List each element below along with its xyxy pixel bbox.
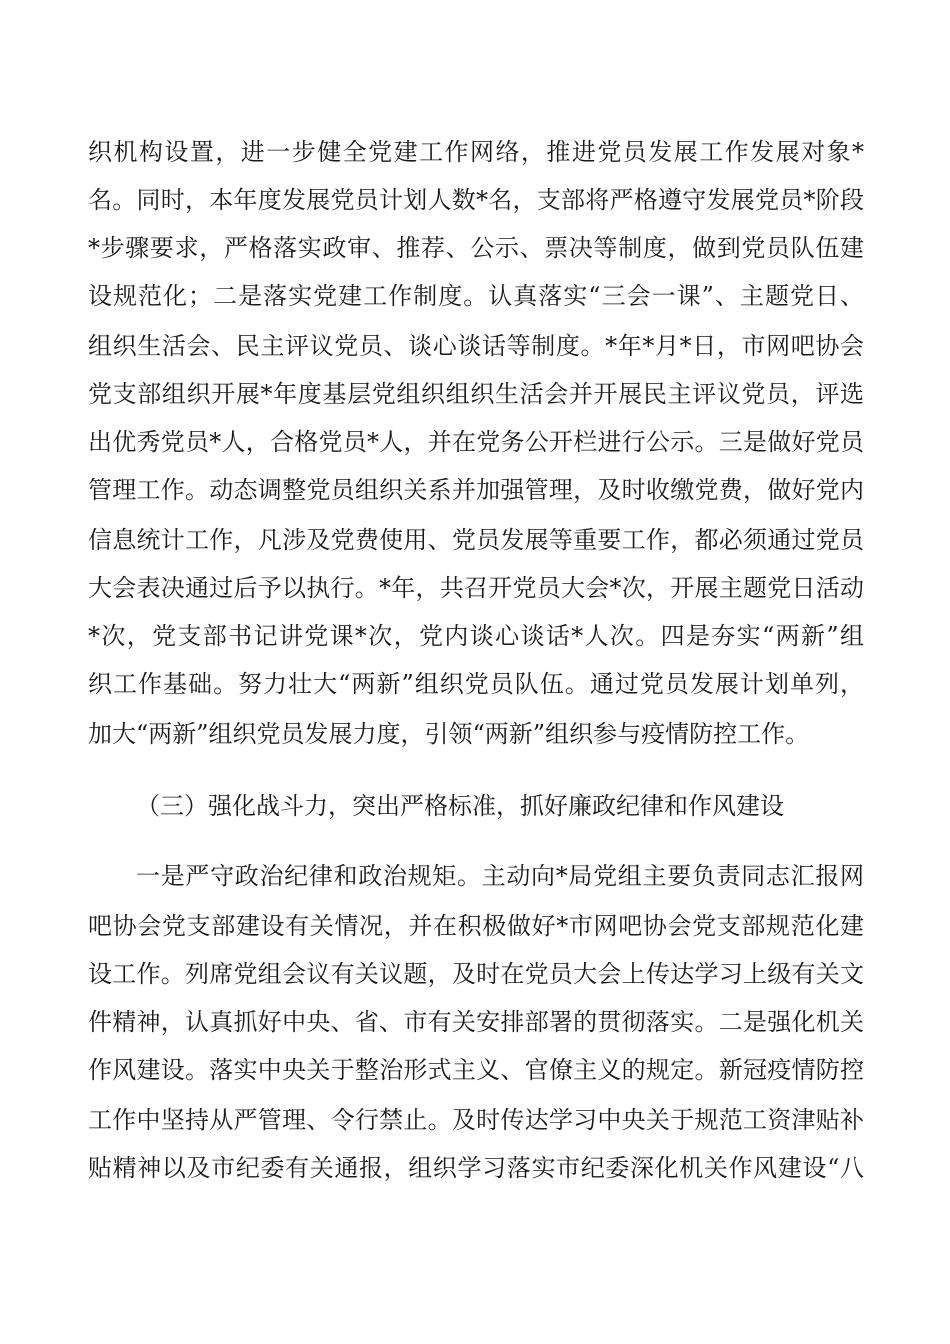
paragraph-line: 设规范化；二是落实党建工作制度。认真落实“三会一课”、主题党日、	[88, 282, 864, 310]
paragraph-line: 设工作。列席党组会议有关议题，及时在党员大会上传达学习上级有关文	[88, 960, 864, 988]
paragraph-line: *次，党支部书记讲党课*次，党内谈心谈话*人次。四是夯实“两新”组	[88, 622, 864, 650]
paragraph-line: 管理工作。动态调整党员组织关系并加强管理，及时收缴党费，做好党内	[88, 476, 864, 504]
paragraph-line: 加大“两新”组织党员发展力度，引领“两新”组织参与疫情防控工作。	[88, 720, 810, 748]
paragraph-line: 件精神，认真抓好中央、省、市有关安排部署的贯彻落实。二是强化机关	[88, 1008, 864, 1036]
paragraph-line: 织机构设置，进一步健全党建工作网络，推进党员发展工作发展对象*	[88, 138, 864, 166]
paragraph-line: 党支部组织开展*年度基层党组织组织生活会并开展民主评议党员，评选	[88, 380, 864, 408]
paragraph-line: 出优秀党员*人，合格党员*人，并在党务公开栏进行公示。三是做好党员	[88, 428, 864, 456]
section-heading: （三）强化战斗力，突出严格标准，抓好廉政纪律和作风建设	[136, 792, 784, 820]
paragraph-line: 一是严守政治纪律和政治规矩。主动向*局党组主要负责同志汇报网	[136, 862, 864, 890]
paragraph-line: 组织生活会、民主评议党员、谈心谈话等制度。*年*月*日，市网吧协会	[88, 332, 864, 360]
paragraph-line: 作风建设。落实中央关于整治形式主义、官僚主义的规定。新冠疫情防控	[88, 1056, 864, 1084]
paragraph-line: 织工作基础。努力壮大“两新”组织党员队伍。通过党员发展计划单列，	[88, 670, 864, 698]
paragraph-line: 大会表决通过后予以执行。*年，共召开党员大会*次，开展主题党日活动	[88, 574, 864, 602]
paragraph-line: 吧协会党支部建设有关情况，并在积极做好*市网吧协会党支部规范化建	[88, 912, 864, 940]
paragraph-line: 工作中坚持从严管理、令行禁止。及时传达学习中央关于规范工资津贴补	[88, 1106, 864, 1134]
paragraph-line: 贴精神以及市纪委有关通报，组织学习落实市纪委深化机关作风建设“八	[88, 1154, 864, 1182]
paragraph-line: *步骤要求，严格落实政审、推荐、公示、票决等制度，做到党员队伍建	[88, 234, 864, 262]
paragraph-line: 信息统计工作，凡涉及党费使用、党员发展等重要工作，都必须通过党员	[88, 526, 864, 554]
paragraph-line: 名。同时，本年度发展党员计划人数*名，支部将严格遵守发展党员*阶段	[88, 186, 864, 214]
